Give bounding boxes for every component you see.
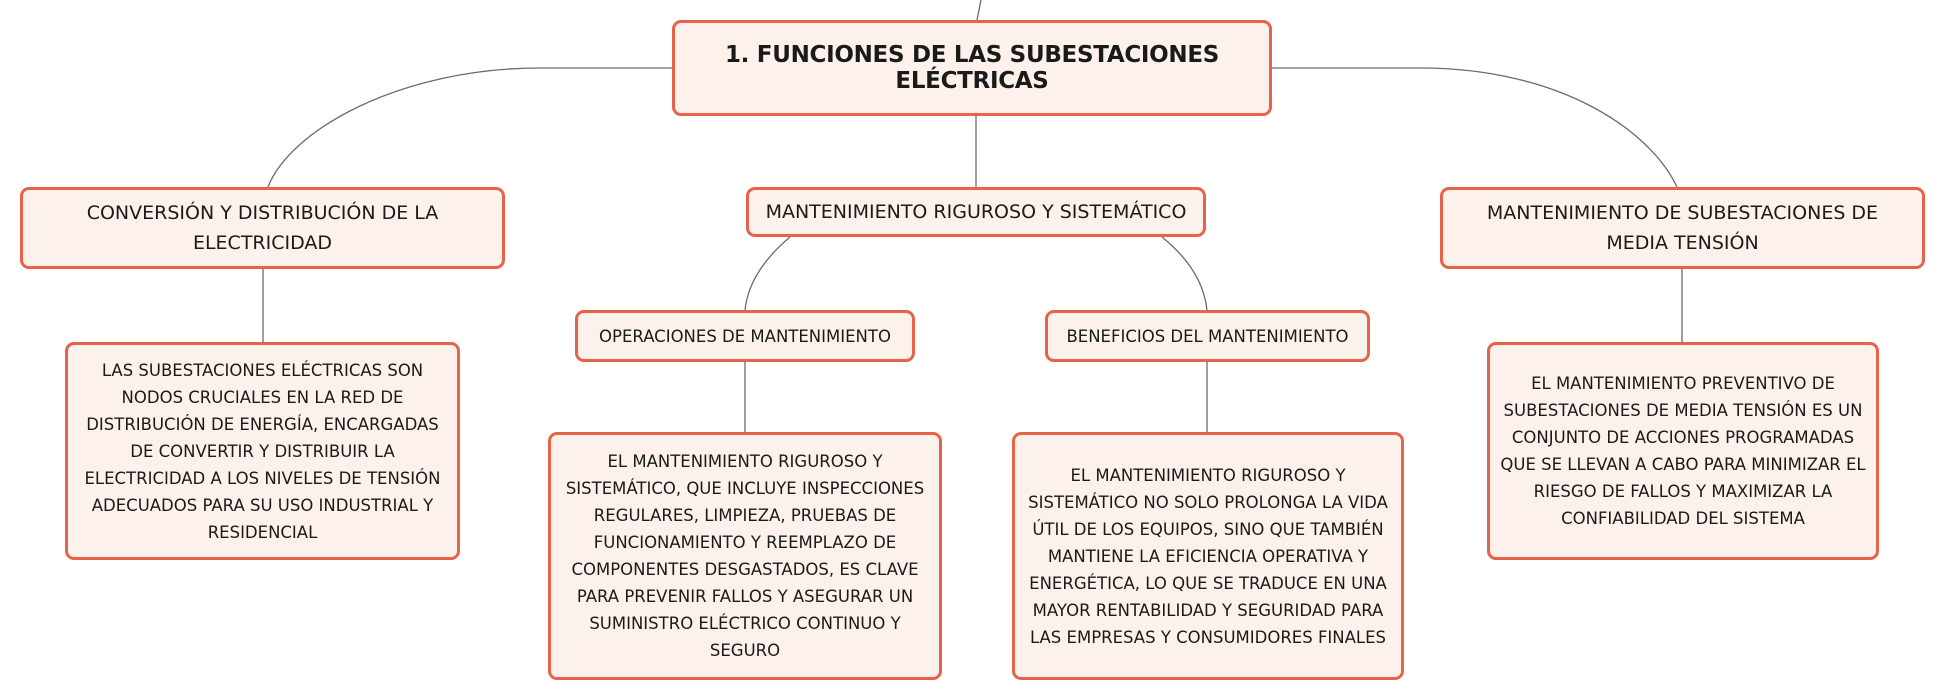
connector-parent-to-root	[977, 0, 981, 20]
detail-media-tension[interactable]: EL MANTENIMIENTO PREVENTIVO DE SUBESTACIONES DE MEDIA TENSIÓN ES UN CONJUNTO DE ACCIONES PROGRAMADAS QUE SE LLEVAN A CABO PARA MINIMIZAR EL RIESGO DE FALLOS Y MAXIMIZAR LA CONFIABILIDAD DEL SISTEMA	[1487, 342, 1879, 560]
topic-mantenimiento-riguroso[interactable]: MANTENIMIENTO RIGUROSO Y SISTEMÁTICO	[746, 187, 1206, 237]
detail-conversion[interactable]: LAS SUBESTACIONES ELÉCTRICAS SON NODOS CRUCIALES EN LA RED DE DISTRIBUCIÓN DE ENERGÍA, ENCARGADAS DE CONVERTIR Y DISTRIBUIR LA ELECTRICIDAD A LOS NIVELES DE TENSIÓN ADECUADOS PARA SU USO INDUSTRIAL Y RESIDENCIAL	[65, 342, 460, 560]
connector-mantenimiento-to-beneficios	[1162, 237, 1207, 310]
connector-root-to-media-tension	[1272, 68, 1677, 187]
detail-operaciones[interactable]: EL MANTENIMIENTO RIGUROSO Y SISTEMÁTICO, QUE INCLUYE INSPECCIONES REGULARES, LIMPIEZA, PRUEBAS DE FUNCIONAMIENTO Y REEMPLAZO DE COMPONENTES DESGASTADOS, ES CLAVE PARA PREVENIR FALLOS Y ASEGURAR UN SUMINISTRO ELÉCTRICO CONTINUO Y SEGURO	[548, 432, 942, 680]
topic-conversion-distribucion[interactable]: CONVERSIÓN Y DISTRIBUCIÓN DE LA ELECTRICIDAD	[20, 187, 505, 269]
subtopic-operaciones-mantenimiento[interactable]: OPERACIONES DE MANTENIMIENTO	[575, 310, 915, 362]
subtopic-beneficios-mantenimiento[interactable]: BENEFICIOS DEL MANTENIMIENTO	[1045, 310, 1370, 362]
topic-mantenimiento-media-tension[interactable]: MANTENIMIENTO DE SUBESTACIONES DE MEDIA TENSIÓN	[1440, 187, 1925, 269]
root-topic[interactable]: 1. FUNCIONES DE LAS SUBESTACIONES ELÉCTRICAS	[672, 20, 1272, 116]
connector-mantenimiento-to-operaciones	[745, 237, 790, 310]
detail-beneficios[interactable]: EL MANTENIMIENTO RIGUROSO Y SISTEMÁTICO NO SOLO PROLONGA LA VIDA ÚTIL DE LOS EQUIPOS, SINO QUE TAMBIÉN MANTIENE LA EFICIENCIA OPERATIVA Y ENERGÉTICA, LO QUE SE TRADUCE EN UNA MAYOR RENTABILIDAD Y SEGURIDAD PARA LAS EMPRESAS Y CONSUMIDORES FINALES	[1012, 432, 1404, 680]
connector-root-to-conversion	[268, 68, 672, 187]
